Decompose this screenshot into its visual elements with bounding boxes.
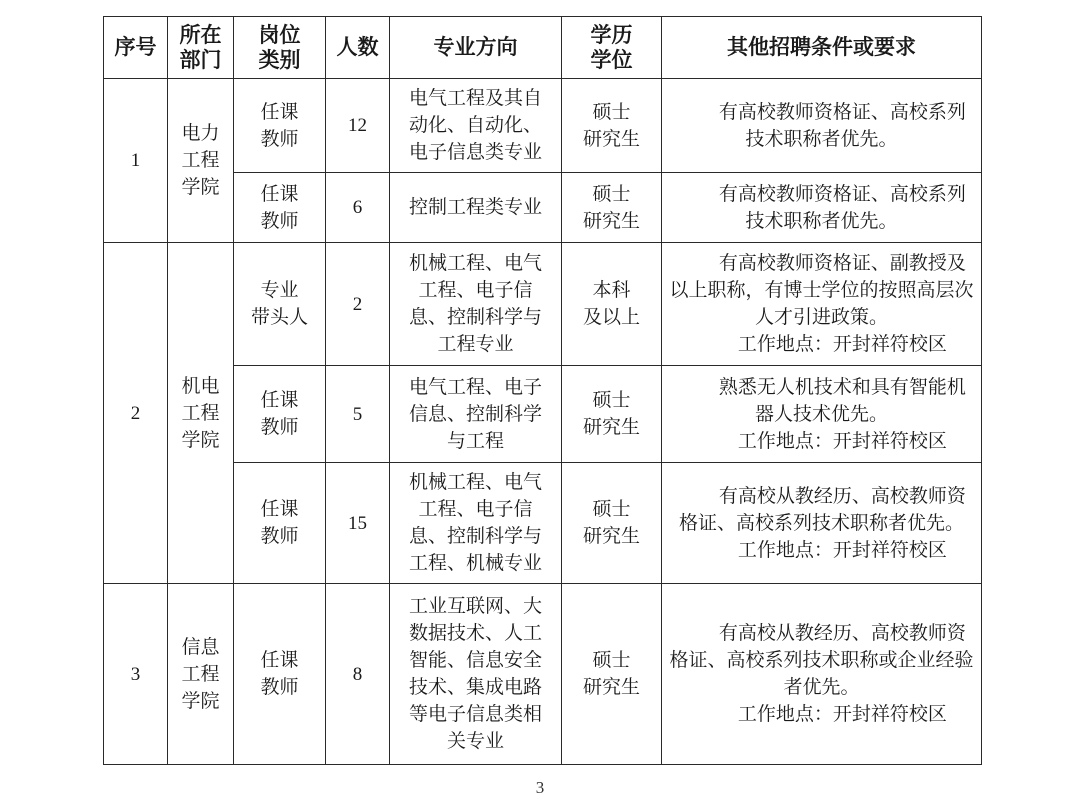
- dept-cell: 电力 工程 学院: [168, 79, 234, 243]
- post-cell: 任课 教师: [234, 79, 326, 173]
- table-row: [104, 366, 982, 463]
- post-cell: 任课 教师: [234, 463, 326, 584]
- seq-cell: 2: [104, 243, 168, 584]
- major-cell: 电气工程及其自 动化、自动化、 电子信息类专业: [390, 79, 562, 173]
- seq-cell: 3: [104, 584, 168, 765]
- header-row: [104, 17, 982, 79]
- count-cell: 2: [326, 243, 390, 366]
- requirements-cell: [662, 584, 982, 765]
- header-dept: 所在 部门: [168, 17, 234, 79]
- requirement-text: 熟悉无人机技术和具有智能机器人技术优先。: [718, 375, 966, 425]
- requirement-text: 有高校从教经历、高校教师资格证、高校系列技术职称者优先。: [678, 484, 966, 534]
- table-row: [104, 463, 982, 584]
- post-cell: 任课 教师: [234, 173, 326, 243]
- requirements-cell: [662, 463, 982, 584]
- major-cell: 机械工程、电气 工程、电子信 息、控制科学与 工程、机械专业: [390, 463, 562, 584]
- degree-cell: 硕士 研究生: [562, 173, 662, 243]
- post-cell: 专业 带头人: [234, 243, 326, 366]
- degree-cell: 硕士 研究生: [562, 584, 662, 765]
- requirement-text: 有高校教师资格证、高校系列技术职称者优先。: [718, 100, 966, 150]
- table-row: [104, 173, 982, 243]
- work-location-text: 工作地点：开封祥符校区: [737, 333, 947, 355]
- work-location-text: 工作地点：开封祥符校区: [737, 429, 947, 452]
- count-cell: 15: [326, 463, 390, 584]
- major-cell: 电气工程、电子 信息、控制科学 与工程: [390, 366, 562, 463]
- table-row: [104, 79, 982, 173]
- count-cell: 6: [326, 173, 390, 243]
- requirement-text: 有高校从教经历、高校教师资格证、高校系列技术职称或企业经验者优先。: [669, 622, 974, 698]
- major-cell: 机械工程、电气 工程、电子信 息、控制科学与 工程专业: [390, 243, 562, 366]
- table-row: [104, 243, 982, 366]
- header-major: 专业方向: [390, 17, 562, 79]
- degree-cell: 硕士 研究生: [562, 79, 662, 173]
- requirements-cell: [662, 366, 982, 463]
- header-requirements: 其他招聘条件或要求: [662, 17, 982, 79]
- count-cell: 8: [326, 584, 390, 765]
- degree-cell: 硕士 研究生: [562, 463, 662, 584]
- work-location-text: 工作地点：开封祥符校区: [737, 538, 947, 561]
- degree-cell: 硕士 研究生: [562, 366, 662, 463]
- header-seq: 序号: [104, 17, 168, 79]
- header-post: 岗位 类别: [234, 17, 326, 79]
- requirements-cell: [662, 243, 982, 366]
- dept-cell: 信息 工程 学院: [168, 584, 234, 765]
- requirements-cell: [662, 79, 982, 173]
- header-degree: 学历 学位: [562, 17, 662, 79]
- dept-cell: 机电 工程 学院: [168, 243, 234, 584]
- seq-cell: 1: [104, 79, 168, 243]
- page-number: 3: [535, 778, 545, 797]
- header-count: 人数: [326, 17, 390, 79]
- count-cell: 12: [326, 79, 390, 173]
- work-location-text: 工作地点：开封祥符校区: [737, 703, 947, 725]
- table-row: [104, 584, 982, 765]
- requirement-text: 有高校教师资格证、副教授及以上职称，有博士学位的按照高层次人才引进政策。: [669, 252, 974, 328]
- post-cell: 任课 教师: [234, 584, 326, 765]
- post-cell: 任课 教师: [234, 366, 326, 463]
- degree-cell: 本科 及以上: [562, 243, 662, 366]
- count-cell: 5: [326, 366, 390, 463]
- requirements-cell: [662, 173, 982, 243]
- requirement-text: 有高校教师资格证、高校系列技术职称者优先。: [718, 182, 966, 232]
- major-cell: 工业互联网、大 数据技术、人工 智能、信息安全 技术、集成电路 等电子信息类相 关专业: [390, 584, 562, 765]
- major-cell: 控制工程类专业: [390, 173, 562, 243]
- recruitment-table: [103, 16, 982, 765]
